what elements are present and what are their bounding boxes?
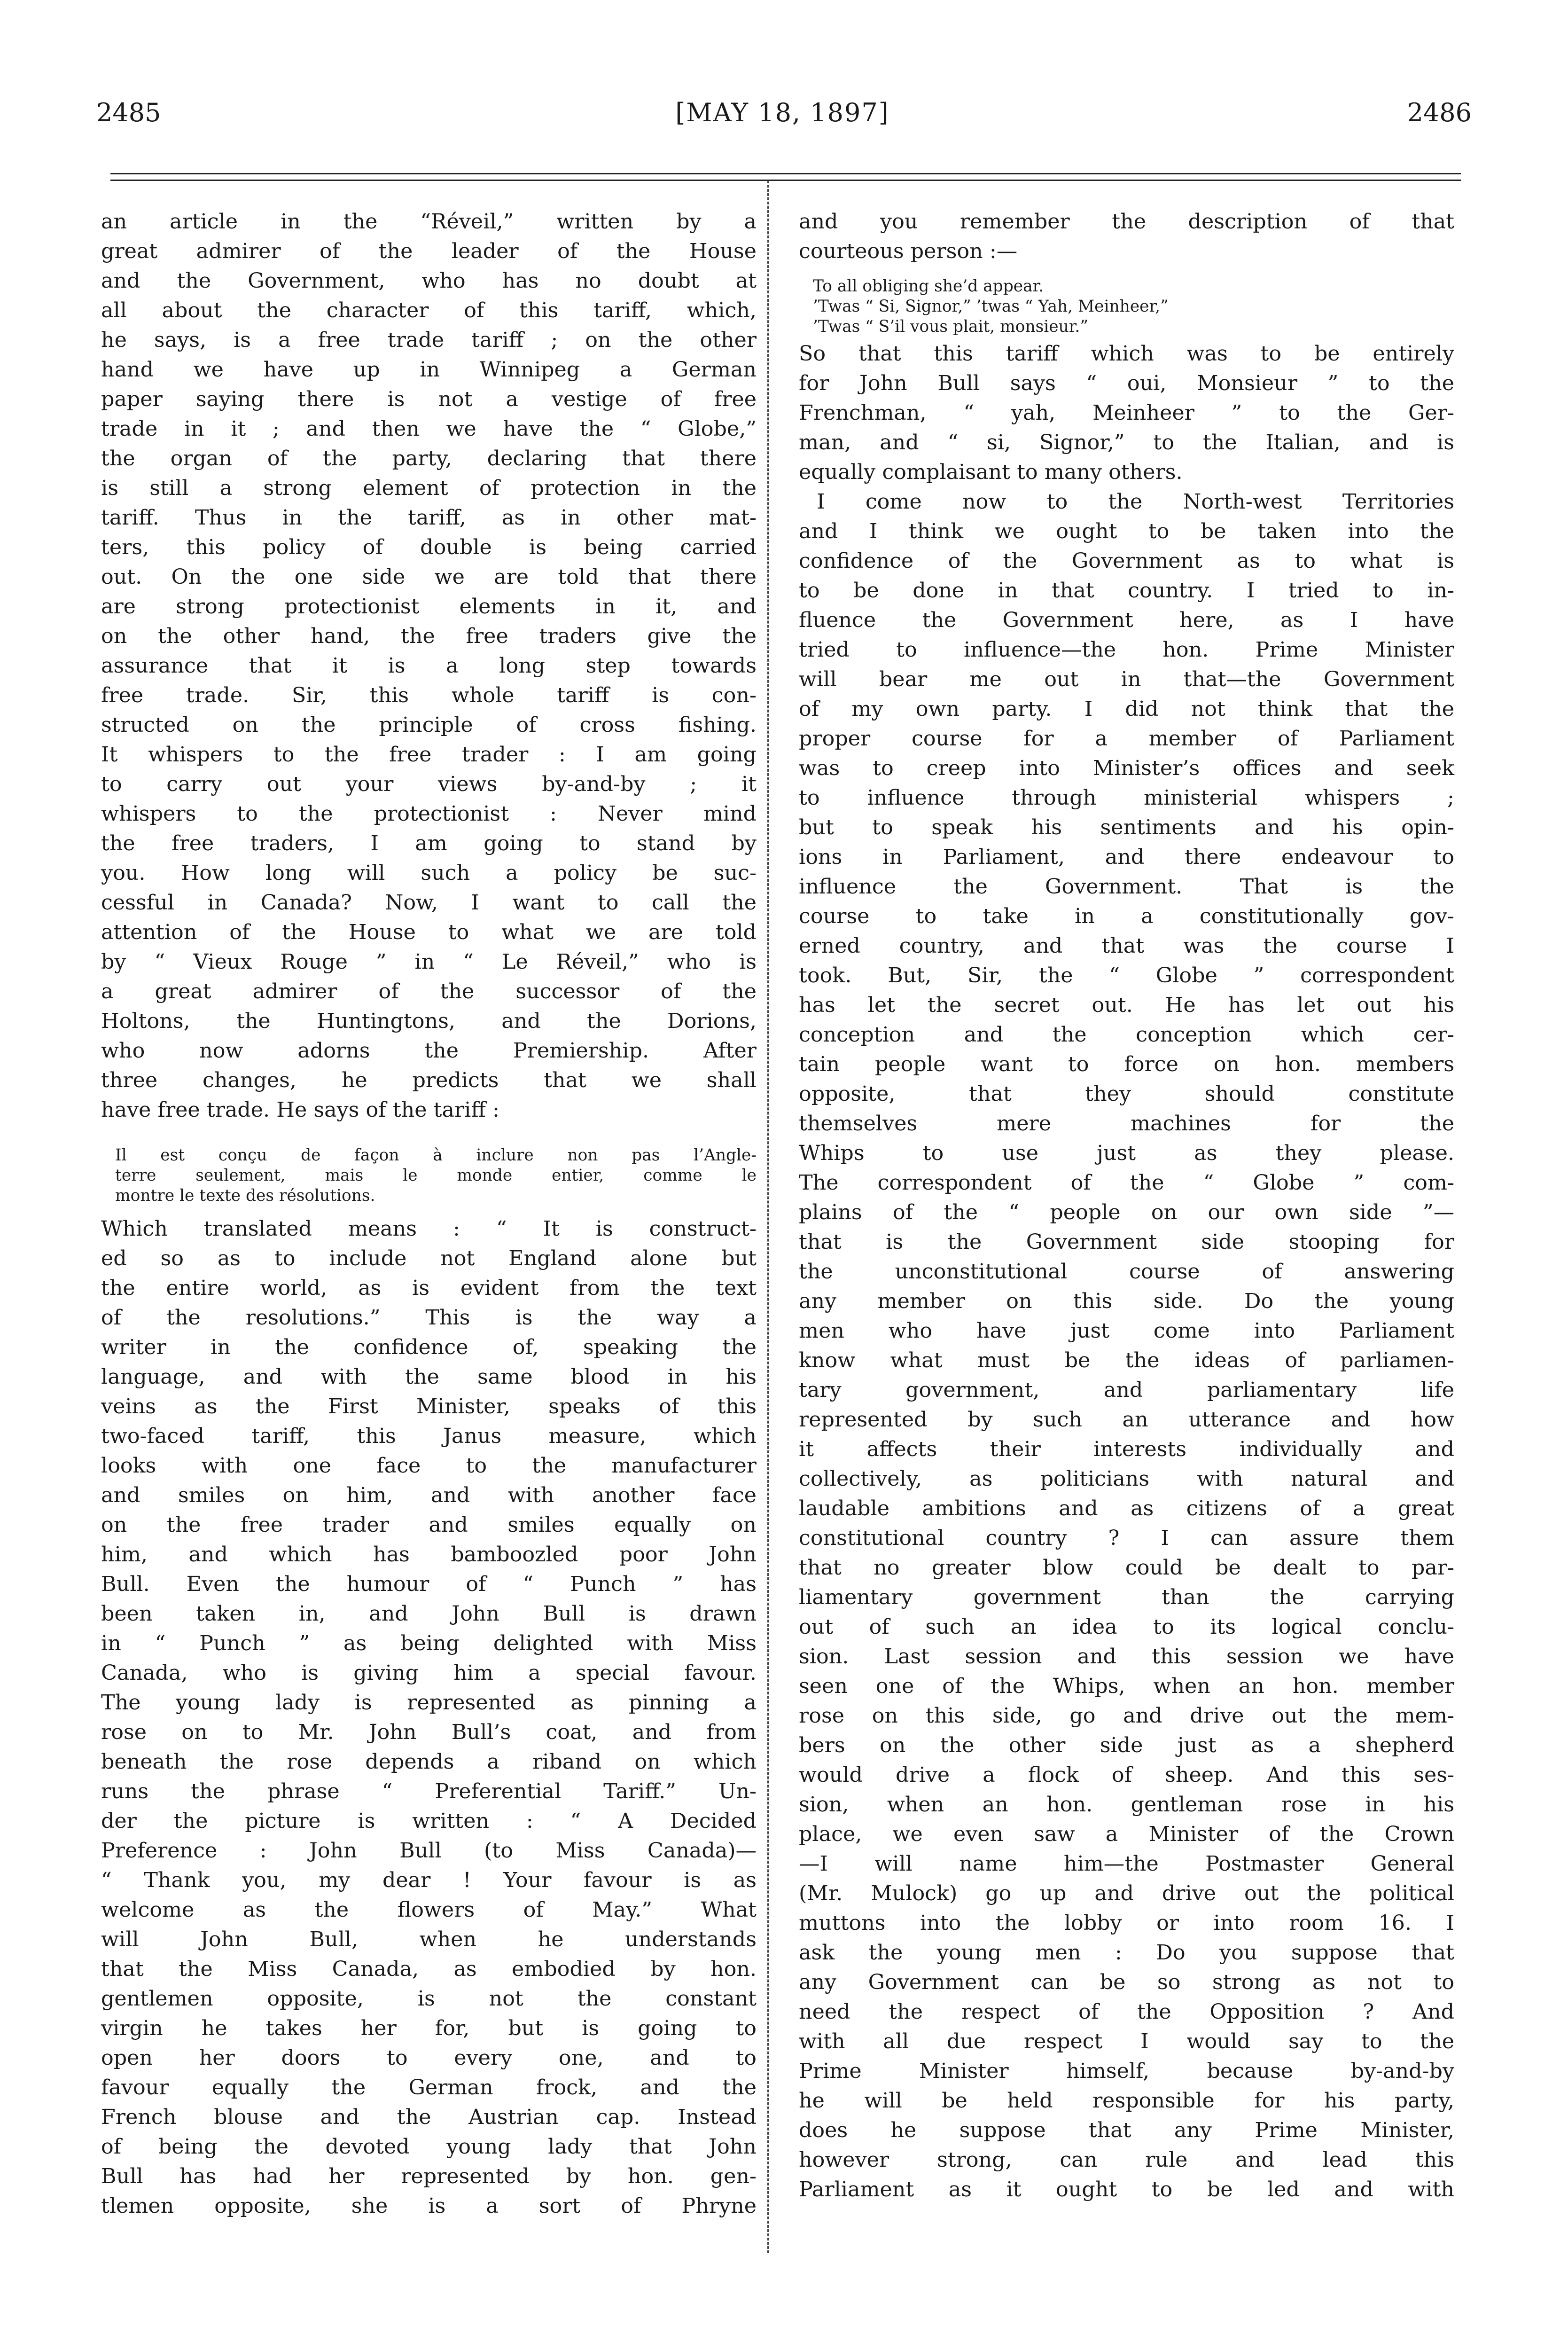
text-line: that no greater blow could be dealt to par- — [799, 1556, 1454, 1580]
text-line: are strong protectionist elements in it, and — [101, 595, 757, 619]
text-line: I come now to the North-west Territories — [817, 490, 1454, 514]
left-paragraph-2 — [101, 1214, 757, 2221]
text-line: erned country, and that was the course I — [799, 934, 1454, 958]
text-line: —I will name him—the Postmaster General — [799, 1852, 1454, 1876]
header-rule-bottom — [110, 180, 1461, 181]
text-line: The young lady is represented as pinning a — [101, 1691, 757, 1715]
header-rule-top — [110, 173, 1461, 174]
text-line: does he suppose that any Prime Minister, — [799, 2118, 1454, 2142]
text-line: of the resolutions.” This is the way a — [101, 1306, 757, 1330]
text-line: was to creep into Minister’s offices and seek — [799, 756, 1454, 780]
text-line: to be done in that country. I tried to in- — [799, 579, 1454, 603]
text-line: “ Thank you, my dear ! Your favour is as — [101, 1868, 757, 1892]
text-line: the free traders, I am going to stand by — [101, 831, 757, 855]
right-paragraph-2 — [799, 339, 1454, 487]
text-line: montre le texte des résolutions. — [115, 1186, 375, 1205]
text-line: language, and with the same blood in his — [101, 1365, 757, 1389]
text-line: all about the character of this tariff, which, — [101, 298, 757, 322]
text-line: any member on this side. Do the young — [799, 1289, 1454, 1313]
right-column — [799, 207, 1454, 2204]
text-line: fluence the Government here, as I have — [799, 608, 1454, 632]
text-line: Holtons, the Huntingtons, and the Dorions, — [101, 1009, 757, 1033]
text-line: been taken in, and John Bull is drawn — [101, 1602, 757, 1626]
text-line: ’Twas “ S’il vous plait, monsieur.” — [813, 317, 1088, 336]
text-line: on the other hand, the free traders give the — [101, 624, 757, 648]
text-line: man, and “ si, Signor,” to the Italian, and is — [799, 431, 1454, 454]
text-line: virgin he takes her for, but is going to — [101, 2016, 757, 2040]
text-line: paper saying there is not a vestige of free — [101, 387, 757, 411]
text-line: The correspondent of the “ Globe ” com- — [799, 1171, 1454, 1195]
page-date: [MAY 18, 1897] — [675, 98, 889, 127]
verse-quotation — [799, 276, 1454, 337]
text-line: have free trade. He says of the tariff : — [101, 1098, 499, 1122]
text-line: proper course for a member of Parliament — [799, 727, 1454, 751]
text-line: Preference : John Bull (to Miss Canada)— — [101, 1839, 757, 1863]
text-line: is still a strong element of protection in the — [101, 476, 757, 500]
text-line: conception and the conception which cer- — [799, 1023, 1454, 1047]
text-line: To all obliging she’d appear. — [813, 277, 1044, 296]
text-line: that the Miss Canada, as embodied by hon. — [101, 1957, 757, 1981]
text-line: need the respect of the Opposition ? And — [799, 2000, 1454, 2024]
text-line: and you remember the description of that — [799, 210, 1454, 234]
text-line: seen one of the Whips, when an hon. member — [799, 1674, 1454, 1698]
text-line: terre seulement, mais le monde entier, comme le — [115, 1166, 757, 1185]
text-line: attention of the House to what we are told — [101, 920, 757, 944]
text-line: know what must be the ideas of parliamen- — [799, 1348, 1454, 1372]
text-line: gentlemen opposite, is not the constant — [101, 1987, 757, 2011]
text-line: of my own party. I did not think that the — [799, 697, 1454, 721]
text-line: has let the secret out. He has let out his — [799, 993, 1454, 1017]
text-line: favour equally the German frock, and the — [101, 2076, 757, 2099]
text-line: tried to influence—the hon. Prime Minister — [799, 638, 1454, 662]
text-line: the organ of the party, declaring that there — [101, 446, 757, 470]
text-line: Canada, who is giving him a special favour. — [101, 1661, 757, 1685]
text-line: rose on to Mr. John Bull’s coat, and from — [101, 1720, 757, 1744]
text-line: an article in the “Réveil,” written by a — [101, 210, 757, 234]
text-line: two-faced tariff, this Janus measure, which — [101, 1424, 757, 1448]
text-line: tlemen opposite, she is a sort of Phryne — [101, 2194, 757, 2218]
text-line: tary government, and parliamentary life — [799, 1378, 1454, 1402]
text-line: muttons into the lobby or into room 16. I — [799, 1911, 1454, 1935]
text-line: will bear me out in that—the Government — [799, 667, 1454, 691]
text-line: by “ Vieux Rouge ” in “ Le Réveil,” who is — [101, 950, 757, 974]
text-line: runs the phrase “ Preferential Tariff.” Un- — [101, 1779, 757, 1803]
text-line: and the Government, who has no doubt at — [101, 269, 757, 293]
text-line: took. But, Sir, the “ Globe ” correspondent — [799, 964, 1454, 987]
text-line: course to take in a constitutionally gov- — [799, 904, 1454, 928]
right-paragraph-continued — [799, 207, 1454, 266]
text-line: laudable ambitions and as citizens of a great — [799, 1496, 1454, 1520]
text-line: with all due respect I would say to the — [799, 2029, 1454, 2053]
text-line: who now adorns the Premiership. After — [101, 1039, 757, 1063]
text-line: structed on the principle of cross fishing. — [101, 713, 757, 737]
text-line: and smiles on him, and with another face — [101, 1483, 757, 1507]
text-line: sion. Last session and this session we have — [799, 1645, 1454, 1668]
text-line: Parliament as it ought to be led and with — [799, 2178, 1454, 2201]
text-line: opposite, that they should constitute — [799, 1082, 1454, 1106]
text-line: in “ Punch ” as being delighted with Miss — [101, 1631, 757, 1655]
text-line: looks with one face to the manufacturer — [101, 1454, 757, 1478]
text-line: he says, is a free trade tariff ; on the other — [101, 328, 757, 352]
text-line: Whips to use just as they please. — [799, 1141, 1454, 1165]
page-header — [0, 94, 1568, 132]
text-line: courteous person :— — [799, 239, 1018, 263]
text-line: would drive a flock of sheep. And this ses- — [799, 1763, 1454, 1787]
text-line: cessful in Canada? Now, I want to call the — [101, 891, 757, 915]
text-line: sion, when an hon. gentleman rose in his — [799, 1793, 1454, 1817]
text-line: out. On the one side we are told that there — [101, 565, 757, 589]
text-line: bers on the other side just as a shepherd — [799, 1733, 1454, 1757]
text-line: Which translated means : “ It is construct- — [101, 1217, 757, 1241]
column-divider — [767, 180, 769, 2253]
text-line: on the free trader and smiles equally on — [101, 1513, 757, 1537]
text-line: but to speak his sentiments and his opin- — [799, 815, 1454, 839]
text-line: Bull. Even the humour of “ Punch ” has — [101, 1572, 757, 1596]
text-line: So that this tariff which was to be entirely — [799, 342, 1454, 366]
text-line: ’Twas “ Si, Signor,” ’twas “ Yah, Meinheer,” — [813, 297, 1169, 316]
text-line: It whispers to the free trader : I am going — [101, 743, 757, 767]
text-line: you. How long will such a policy be suc- — [101, 861, 757, 885]
text-line: beneath the rose depends a riband on which — [101, 1750, 757, 1774]
text-line: to carry out your views by-and-by ; it — [101, 772, 757, 796]
text-line: confidence of the Government as to what is — [799, 549, 1454, 573]
text-line: it affects their interests individually and — [799, 1437, 1454, 1461]
text-line: out of such an idea to its logical conclu- — [799, 1615, 1454, 1639]
text-line: represented by such an utterance and how — [799, 1408, 1454, 1432]
text-line: equally complaisant to many others. — [799, 460, 1183, 484]
text-line: him, and which has bamboozled poor John — [101, 1543, 757, 1567]
text-line: Il est conçu de façon à inclure non pas l’Angle- — [115, 1146, 757, 1165]
text-line: will John Bull, when he understands — [101, 1927, 757, 1951]
text-line: French blouse and the Austrian cap. Instead — [101, 2105, 757, 2129]
text-line: three changes, he predicts that we shall — [101, 1068, 757, 1092]
text-line: to influence through ministerial whispers ; — [799, 786, 1454, 810]
left-column — [101, 207, 757, 2221]
text-line: place, we even saw a Minister of the Crown — [799, 1822, 1454, 1846]
text-line: (Mr. Mulock) go up and drive out the political — [799, 1881, 1454, 1905]
text-line: plains of the “ people on our own side ”— — [799, 1200, 1454, 1224]
text-line: the unconstitutional course of answering — [799, 1260, 1454, 1284]
text-line: hand we have up in Winnipeg a German — [101, 358, 757, 382]
text-line: Bull has had her represented by hon. gen- — [101, 2164, 757, 2188]
text-line: liamentary government than the carrying — [799, 1585, 1454, 1609]
text-line: welcome as the flowers of May.” What — [101, 1898, 757, 1922]
french-quotation — [101, 1145, 757, 1206]
text-line: themselves mere machines for the — [799, 1112, 1454, 1136]
text-line: tariff. Thus in the tariff, as in other mat- — [101, 506, 757, 530]
text-line: open her doors to every one, and to — [101, 2046, 757, 2070]
text-line: ask the young men : Do you suppose that — [799, 1941, 1454, 1965]
text-line: assurance that it is a long step towards — [101, 654, 757, 678]
text-line: collectively, as politicians with natural and — [799, 1467, 1454, 1491]
text-line: writer in the confidence of, speaking the — [101, 1335, 757, 1359]
text-line: great admirer of the leader of the House — [101, 239, 757, 263]
text-line: ters, this policy of double is being carried — [101, 535, 757, 559]
text-line: the entire world, as is evident from the text — [101, 1276, 757, 1300]
text-line: ed so as to include not England alone but — [101, 1246, 757, 1270]
text-line: veins as the First Minister, speaks of this — [101, 1394, 757, 1418]
text-line: ions in Parliament, and there endeavour to — [799, 845, 1454, 869]
text-line: he will be held responsible for his party, — [799, 2089, 1454, 2113]
text-line: any Government can be so strong as not to — [799, 1970, 1454, 1994]
text-line: Frenchman, “ yah, Meinheer ” to the Ger- — [799, 401, 1454, 425]
text-line: constitutional country ? I can assure them — [799, 1526, 1454, 1550]
left-paragraph-1 — [101, 207, 757, 1125]
text-line: whispers to the protectionist : Never mind — [101, 802, 757, 826]
text-line: and I think we ought to be taken into the — [799, 519, 1454, 543]
page-number-right: 2486 — [1407, 98, 1472, 127]
text-line: free trade. Sir, this whole tariff is con- — [101, 683, 757, 707]
text-line: der the picture is written : “ A Decided — [101, 1809, 757, 1833]
text-line: influence the Government. That is the — [799, 875, 1454, 899]
text-line: for John Bull says “ oui, Monsieur ” to the — [799, 371, 1454, 395]
text-line: tain people want to force on hon. members — [799, 1052, 1454, 1076]
text-line: however strong, can rule and lead this — [799, 2148, 1454, 2172]
text-line: that is the Government side stooping for — [799, 1230, 1454, 1254]
text-line: rose on this side, go and drive out the mem- — [799, 1704, 1454, 1728]
right-paragraph-3 — [799, 487, 1454, 2204]
text-line: trade in it ; and then we have the “ Globe,” — [101, 417, 757, 441]
text-line: of being the devoted young lady that John — [101, 2135, 757, 2159]
page-number-left: 2485 — [96, 98, 161, 127]
text-line: a great admirer of the successor of the — [101, 979, 757, 1003]
text-line: Prime Minister himself, because by-and-by — [799, 2059, 1454, 2083]
text-line: men who have just come into Parliament — [799, 1319, 1454, 1343]
